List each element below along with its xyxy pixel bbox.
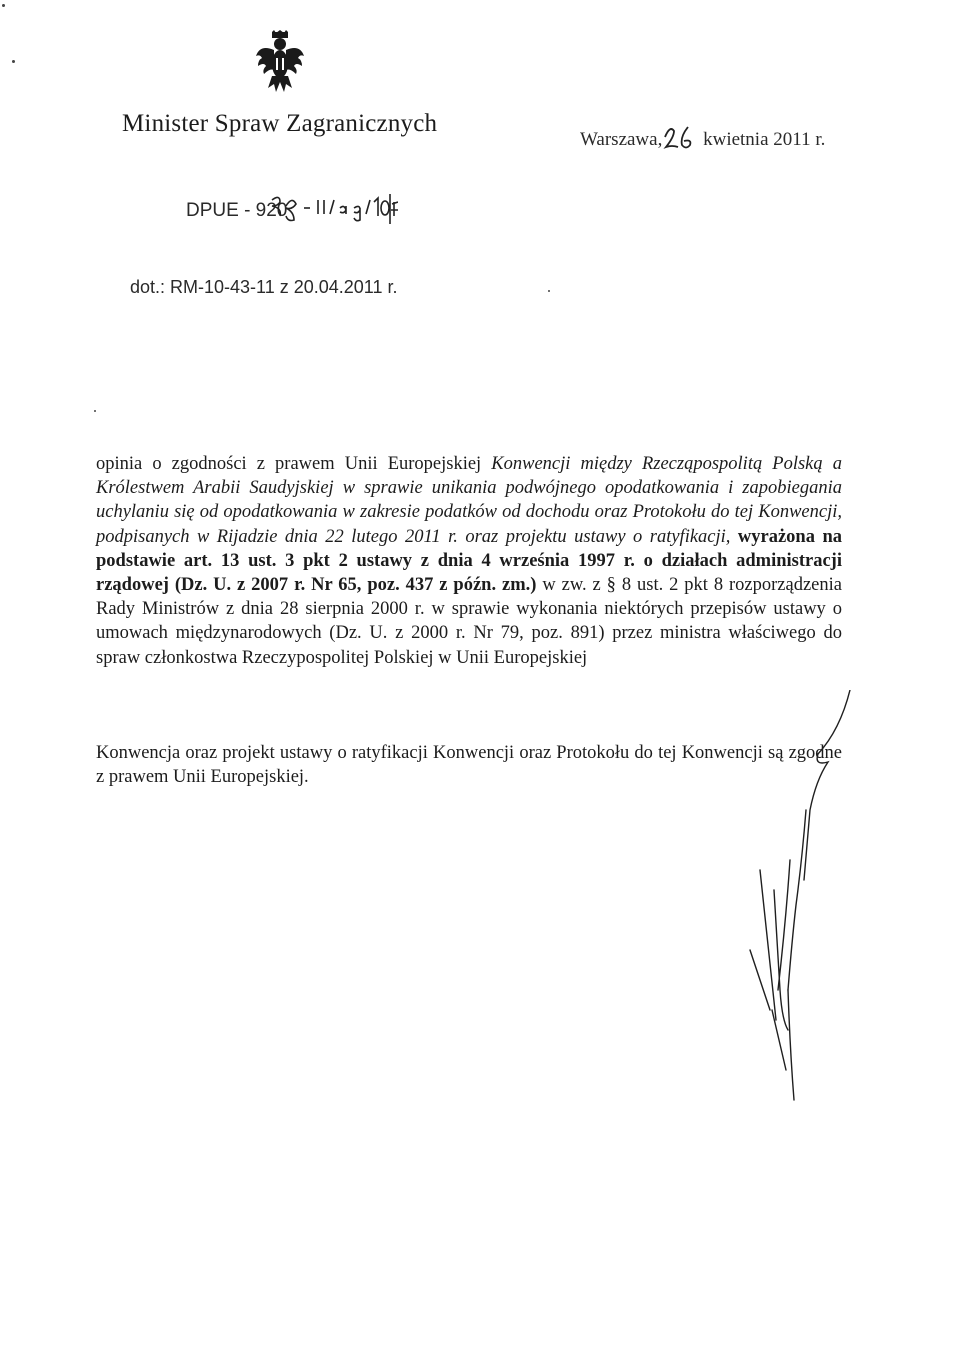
opinion-legal-basis: wyrażona na podstawie art. 13 ust. 3 pkt 2 ustawy z dnia 4 września 1997 r. o działach administracji rządowej (Dz. U. z 2007 r. Nr 65, poz. 437 z późn. zm.) bbox=[96, 526, 842, 596]
place-and-date bbox=[580, 123, 825, 151]
reference-prefix: DPUE - 920 bbox=[186, 200, 288, 221]
scan-speck bbox=[548, 290, 550, 292]
place-label: Warszawa, bbox=[580, 129, 663, 150]
regarding-reference: dot.: RM-10-43-11 z 20.04.2011 r. bbox=[130, 277, 398, 297]
ministry-name: Minister Spraw Zagranicznych bbox=[122, 110, 438, 137]
polish-eagle-emblem-icon bbox=[254, 30, 306, 96]
opinion-intro: opinia o zgodności z prawem Unii Europejskiej bbox=[96, 454, 492, 474]
conclusion-paragraph: Konwencja oraz projekt ustawy o ratyfikacji Konwencji oraz Protokołu do tej Konwencji są zgodne z prawem Unii Europejskiej. bbox=[96, 743, 842, 788]
scan-speck bbox=[94, 410, 96, 412]
scan-speck bbox=[2, 4, 5, 7]
handwritten-day-icon bbox=[662, 123, 698, 151]
opinion-convention-title: Konwencji między Rzecząpospolitą Polską a Królestwem Arabii Saudyjskiej w sprawie unikania podwójnego opodatkowania i zapobiegania uchylaniu się od opodatkowania w zakresie podatków od dochodu oraz Protokołu do tej Konwencji, podpisanych w Rijadzie dnia 22 lutego 2011 r. oraz projektu ustawy o ratyfikacji, bbox=[96, 454, 842, 547]
handwritten-reference-icon bbox=[268, 192, 398, 226]
handwritten-signature-icon bbox=[730, 690, 870, 1110]
scan-speck bbox=[12, 60, 15, 63]
opinion-paragraph bbox=[96, 452, 842, 670]
opinion-legal-basis-tail: w zw. z § 8 ust. 2 pkt 8 rozporządzenia Rady Ministrów z dnia 28 sierpnia 2000 r. w sprawie wykonania niektórych przepisów ustawy o umowach międzynarodowych (Dz. U. z 2000 r. Nr 79, poz. 891) przez ministra właściwego do spraw członkostwa Rzeczypospolitej Polskiej w Unii Europejskiej bbox=[96, 575, 842, 668]
month-year: kwietnia 2011 r. bbox=[703, 129, 826, 150]
